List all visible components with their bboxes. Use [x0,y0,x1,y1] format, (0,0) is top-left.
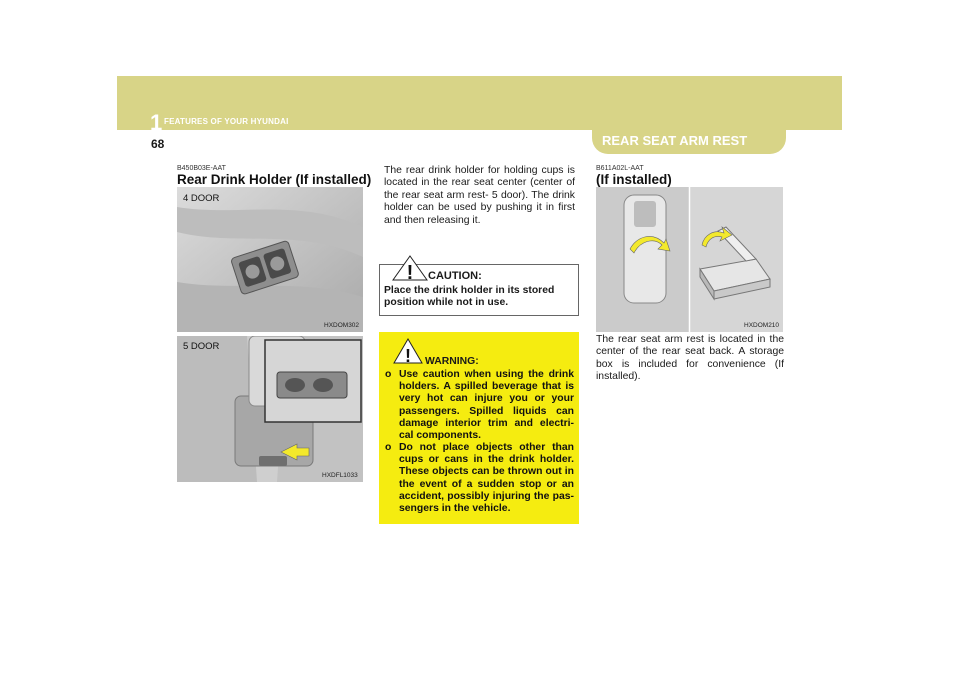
warning-triangle-icon [393,338,423,364]
warning-bullet-1: o [385,369,392,380]
photo-label-5-door: 5 DOOR [183,341,220,352]
drink-holder-4door-illustration [177,187,363,332]
svg-text:!: ! [406,262,414,281]
section-code: B450B03E-AAT [177,165,226,172]
section-title-drink-holder: Rear Drink Holder (If installed) [177,172,372,187]
photo-label-4-door: 4 DOOR [183,193,220,204]
caution-triangle-icon [392,255,428,281]
warning-box [379,332,579,524]
photo-id-5-door: HXDFL1033 [322,472,358,479]
drink-holder-5door-illustration [177,336,363,482]
section-title: REAR SEAT ARM REST [602,133,748,148]
warning-bullet-2: o [385,442,392,453]
arm-rest-illustration [596,187,783,332]
svg-text:!: ! [405,346,411,364]
photo-5-door [177,336,363,482]
warning-item-2: Do not place objects other than cups or cans in the drink holder. These objects can be thrown out in the event of a sudden stop or an accident, possibly injuring the pas- sengers in the vehicle. [399,442,574,515]
warning-item-1: Use caution when using the drink holders. A spilled beverage that is very hot can injure you or your passengers. Spilled liquids can damage interior trim and electri- cal components. [399,369,574,442]
photo-arm-rest [596,187,783,332]
photo-id-4-door: HXDOM302 [324,322,360,329]
page-number: 68 [151,137,165,151]
arm-rest-code: B611A02L-AAT [596,165,644,172]
chapter-title: FEATURES OF YOUR HYUNDAI [164,117,289,126]
arm-rest-paragraph: The rear seat arm rest is located in the center of the rear seat back. A storage box is included for convenience (If installed). [596,334,784,383]
caution-text: Place the drink holder in its stored position while not in use. [384,285,555,309]
drink-holder-paragraph: The rear drink holder for holding cups is located in the rear seat center (center of the rear seat arm rest- 5 door). The drink holder can be used by pushing it in first and then releasing it. [384,165,575,226]
warning-heading: WARNING: [425,356,479,367]
photo-id-arm-rest: HXDOM210 [744,322,780,329]
section-tab [592,130,786,154]
photo-4-door [177,187,363,332]
chapter-number: 1 [150,110,163,135]
caution-heading: CAUTION: [428,270,482,282]
arm-rest-title: (If installed) [596,172,672,187]
caution-box [379,264,579,316]
